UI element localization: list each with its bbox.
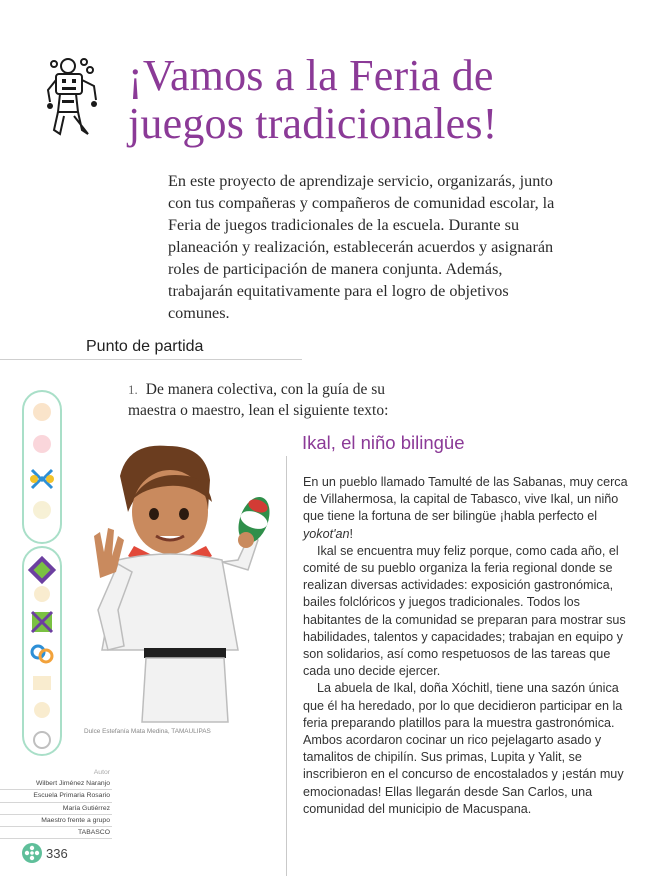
intro-paragraph: En este proyecto de aprendizaje servicio, organizarás, junto con tus compañeras y compañeros de comunidad escolar, la Feria de juegos tradicionales de la escuela. Durante su planeación y realización, establecerán acuerdos y asignarán roles de participación de manera conjunta. Además, trabajarán equitativamente para el logro de objetivos comunes. [168, 172, 555, 322]
credit-line: Maestro frente a grupo [0, 815, 112, 827]
credits-label: Autor [93, 769, 110, 776]
step-number: 1. [128, 382, 138, 397]
title-line-1: ¡Vamos a la Feria de [128, 51, 494, 100]
aztec-figure-icon [44, 56, 100, 140]
story-text [303, 474, 633, 818]
page-number [22, 843, 68, 868]
illustration-caption: Dulce Estefanía Mata Medina, TAMAULIPAS [84, 728, 211, 735]
story-p1-end: ! [349, 526, 354, 541]
story-p1-italic: yokot'an [303, 526, 350, 541]
credit-line: Wilbert Jiménez Naranjo [0, 778, 112, 790]
credit-line: Escuela Primaria Rosario [0, 790, 112, 802]
story-paragraph: Ikal se encuentra muy feliz porque, como cada año, el comité de su pueblo organiza la feria regional donde se realizan diversas actividades: exposición gastronómica, bailes folclóricos y juegos tradicionales. Todos los habitantes de la comunidad se preparan para mostrar sus habilidades, talentos y capacidades; trabajan en equipo y son solidarios, así como respetuosos de las tareas que cada uno decide ejercer. [303, 543, 626, 679]
ikal-illustration [88, 440, 288, 725]
page-flower-icon [22, 843, 42, 863]
step-instruction [128, 379, 428, 421]
story-paragraph [303, 474, 633, 543]
story-paragraph: La abuela de Ikal, doña Xóchitl, tiene una sazón única que él ha heredado, por lo que decidieron participar en la feria preparando platillos para la muestra gastronómica. Ambos acordaron cocinar un rico pejelagarto asado y tamalitos de chipilín. Sus primas, Lupita y Yalit, se inscribieron en el concurso de encostalados y ¡están muy emocionadas! Ellas llegarán desde San Carlos, una comunidad del municipio de Macuspana. [303, 681, 624, 816]
step-text: De manera colectiva, con la guía de su maestra o maestro, lean el siguiente texto: [128, 381, 389, 419]
title-line-2: juegos tradicionales! [128, 99, 498, 148]
credit-line: TABASCO [0, 827, 112, 839]
story-divider [286, 456, 287, 876]
section-divider [0, 359, 302, 360]
credit-line: María Gutiérrez [0, 803, 112, 815]
story-title: Ikal, el niño bilingüe [302, 432, 465, 453]
section-heading: Punto de partida [86, 338, 204, 355]
page-title [128, 52, 658, 148]
project-phase-icons [22, 390, 62, 770]
story-p1-text: En un pueblo llamado Tamulté de las Sabanas, muy cerca de Villahermosa, la capital de Tabasco, vive Ikal, un niño que tiene la fortuna de ser bilingüe ¡habla perfecto el [303, 475, 628, 524]
author-credits [0, 767, 112, 839]
page-number-text: 336 [46, 846, 68, 861]
